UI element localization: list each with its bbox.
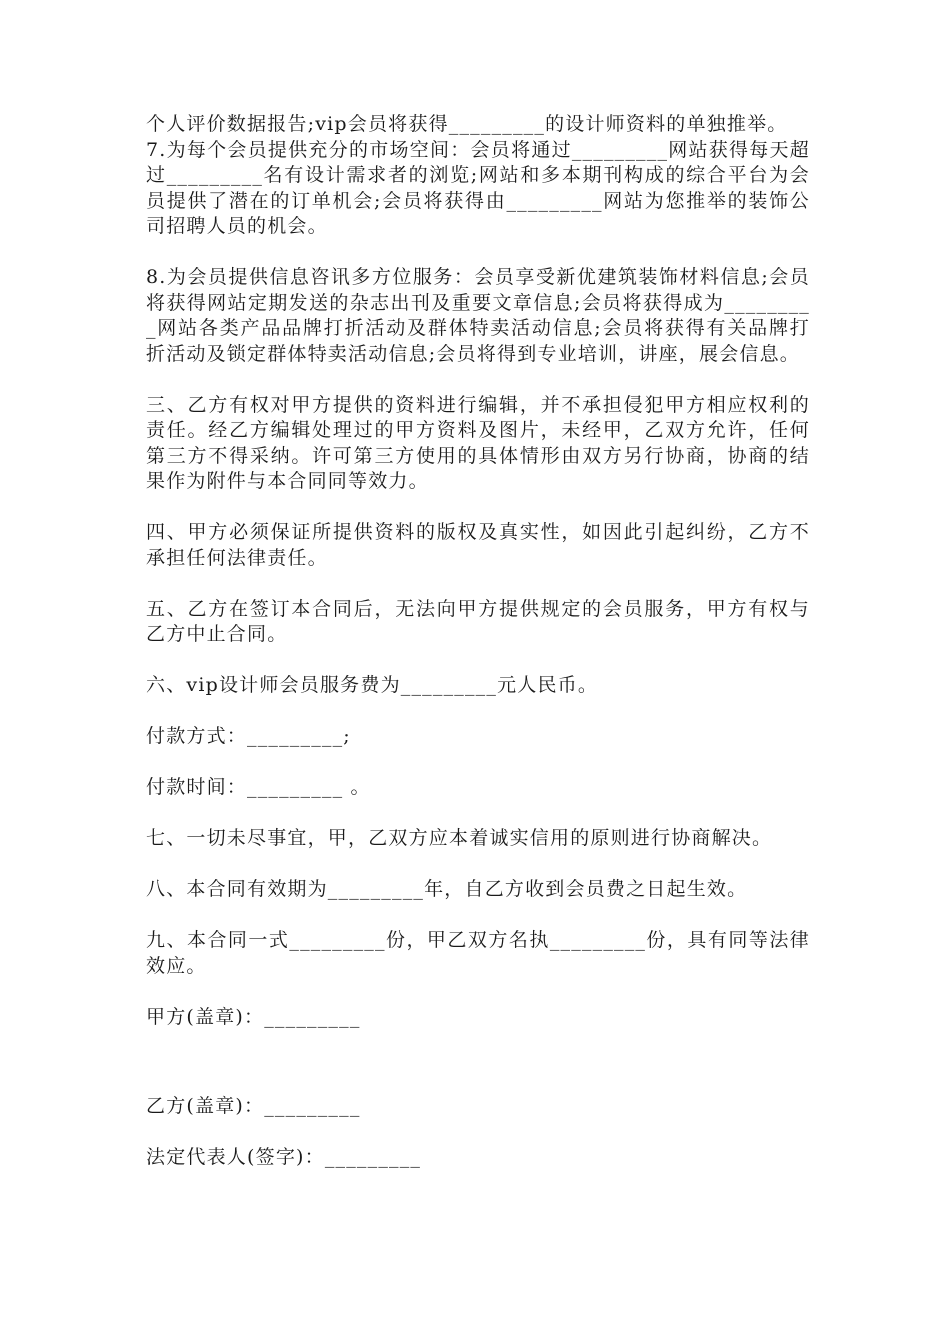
paragraph-gap xyxy=(146,495,810,521)
paragraph-gap xyxy=(146,648,810,674)
paragraph-clause-6-fee: 六、vip设计师会员服务费为_________元人民币。 xyxy=(146,674,599,696)
paragraph-clause-5: 五、乙方在签订本合同后，无法向甲方提供规定的会员服务，甲方有权与乙方中止合同。 xyxy=(146,597,810,645)
paragraph-gap xyxy=(146,903,810,929)
paragraph-clause-7: 七、一切未尽事宜，甲，乙双方应本着诚实信用的原则进行协商解决。 xyxy=(146,827,773,849)
paragraph-gap xyxy=(146,750,810,776)
paragraph-clause-4: 四、甲方必须保证所提供资料的版权及真实性，如因此引起纠纷，乙方不承担任何法律责任。 xyxy=(146,521,810,569)
paragraph-gap xyxy=(146,1030,810,1094)
paragraph-gap xyxy=(146,1120,810,1146)
paragraph-payment-time: 付款时间：_________ 。 xyxy=(146,776,371,798)
paragraph-gap xyxy=(146,979,810,1005)
paragraph-evaluation-report: 个人评价数据报告;vip会员将获得_________的设计师资料的单独推举。 xyxy=(146,113,788,135)
paragraph-gap xyxy=(146,699,810,725)
paragraph-clause-8-validity: 八、本合同有效期为_________年，自乙方收到会员费之日起生效。 xyxy=(146,878,748,900)
signature-party-a: 甲方(盖章)：_________ xyxy=(146,1005,361,1028)
signature-legal-representative: 法定代表人(签字)：_________ xyxy=(146,1146,422,1168)
paragraph-item-7-market-space: 7.为每个会员提供充分的市场空间：会员将通过_________网站获得每天超过_________名有设计需求者的浏览;网站和多本期刊构成的综合平台为会员提供了潜在的订单机会;会员将获得由_________网站为您推举的装饰公司招聘人员的机会。 xyxy=(146,138,810,237)
signature-party-b: 乙方(盖章)：_________ xyxy=(146,1095,361,1117)
paragraph-gap xyxy=(146,801,810,827)
paragraph-gap xyxy=(146,571,810,597)
paragraph-gap xyxy=(146,240,810,266)
paragraph-gap xyxy=(146,852,810,878)
paragraph-clause-3: 三、乙方有权对甲方提供的资料进行编辑，并不承担侵犯甲方相应权利的责任。经乙方编辑处理过的甲方资料及图片，未经甲，乙双方允许，任何第三方不得采纳。许可第三方使用的具体情形由双方另行协商，协商的结果作为附件与本合同同等效力。 xyxy=(146,393,810,492)
paragraph-payment-method: 付款方式：_________; xyxy=(146,725,351,747)
paragraph-item-8-info-service: 8.为会员提供信息咨讯多方位服务：会员享受新优建筑装饰材料信息;会员将获得网站定期发送的杂志出刊及重要文章信息;会员将获得成为_________网站各类产品品牌打折活动及群体特卖活动信息;会员将获得有关品牌打折活动及锁定群体特卖活动信息;会员将得到专业培训，讲座，展会信息。 xyxy=(146,266,810,365)
contract-body xyxy=(146,112,810,1171)
paragraph-gap xyxy=(146,367,810,393)
paragraph-clause-9-copies: 九、本合同一式_________份，甲乙双方名执_________份，具有同等法律效应。 xyxy=(146,929,810,977)
